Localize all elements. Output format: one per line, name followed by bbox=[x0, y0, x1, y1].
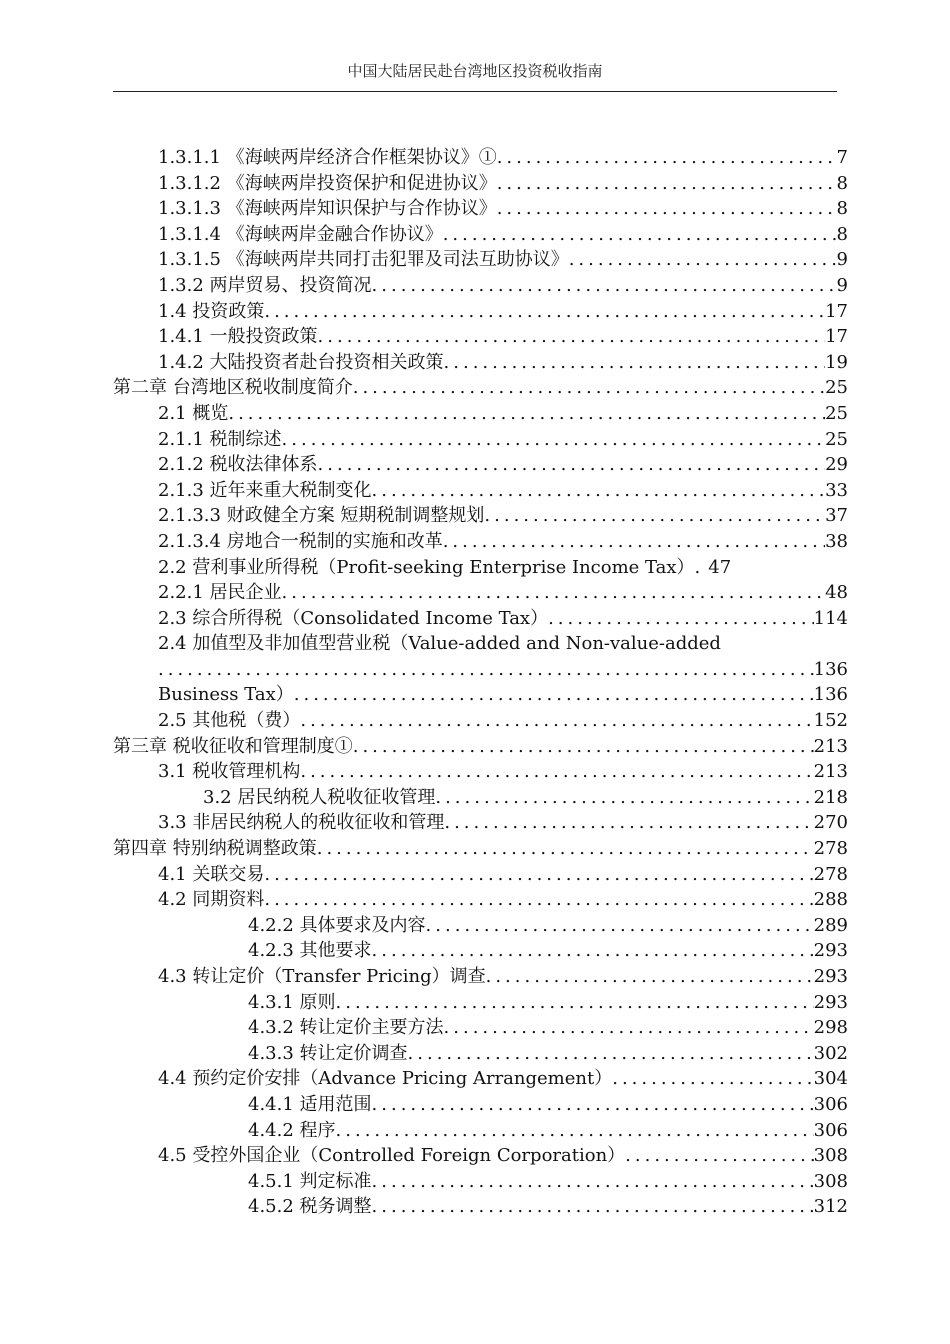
toc-entry-label: 4.3.2 转让定价主要方法 bbox=[248, 1017, 444, 1039]
toc-entry-page-number: 312 bbox=[813, 1196, 848, 1218]
toc-entry-label: 4.2.2 具体要求及内容 bbox=[248, 914, 426, 936]
toc-entry[interactable] bbox=[113, 887, 848, 913]
toc-entry-label: 1.4.2 大陆投资者赴台投资相关政策 bbox=[158, 351, 444, 373]
toc-entry[interactable] bbox=[113, 350, 848, 376]
toc-entry-label: 2.2 营利事业所得税（Profit-seeking Enterprise Income Tax）. bbox=[158, 556, 701, 578]
dot-leader bbox=[372, 1092, 814, 1118]
dot-leader bbox=[300, 759, 813, 785]
table-of-contents bbox=[113, 145, 848, 1220]
dot-leader bbox=[484, 503, 825, 529]
toc-entry-page-number: 17 bbox=[825, 326, 848, 348]
toc-entry-label: 2.2.1 居民企业 bbox=[158, 582, 282, 604]
toc-entry-label: 4.1 关联交易 bbox=[158, 863, 265, 885]
toc-entry-page-number: 136 bbox=[813, 684, 848, 706]
toc-entry-label: 4.5.1 判定标准 bbox=[248, 1170, 372, 1192]
toc-entry-page-number: 48 bbox=[825, 582, 848, 604]
toc-entry[interactable] bbox=[113, 427, 848, 453]
toc-entry[interactable] bbox=[113, 299, 848, 325]
toc-entry-page-number: 302 bbox=[813, 1042, 848, 1064]
toc-entry-page-number: 288 bbox=[813, 889, 848, 911]
dot-leader bbox=[408, 1041, 814, 1067]
toc-entry[interactable] bbox=[113, 375, 848, 401]
toc-entry-page-number: 278 bbox=[813, 838, 848, 860]
dot-leader bbox=[569, 247, 837, 273]
toc-entry-label: 4.3.3 转让定价调查 bbox=[248, 1042, 408, 1064]
dot-leader bbox=[444, 810, 813, 836]
toc-entry[interactable] bbox=[113, 810, 848, 836]
toc-entry-page-number: 8 bbox=[836, 198, 848, 220]
toc-entry[interactable] bbox=[113, 990, 848, 1016]
dot-leader bbox=[264, 887, 813, 913]
toc-entry[interactable] bbox=[113, 529, 848, 555]
dot-leader bbox=[486, 964, 814, 990]
dot-leader bbox=[372, 938, 814, 964]
toc-entry[interactable] bbox=[113, 734, 848, 760]
toc-entry-page-number: 293 bbox=[813, 940, 848, 962]
toc-entry[interactable] bbox=[113, 401, 848, 427]
dot-leader bbox=[282, 580, 826, 606]
toc-entry[interactable] bbox=[113, 1143, 848, 1169]
toc-entry-label: 第四章 特别纳税调整政策 bbox=[113, 838, 317, 860]
dot-leader bbox=[318, 324, 826, 350]
dot-leader bbox=[264, 299, 825, 325]
toc-entry-label: 2.1 概览 bbox=[158, 402, 229, 424]
toc-entry-label: 4.3.1 原则 bbox=[248, 991, 336, 1013]
toc-entry[interactable] bbox=[113, 682, 848, 708]
toc-entry-label: 4.5.2 税务调整 bbox=[248, 1196, 372, 1218]
toc-entry-label: 1.3.1.5 《海峡两岸共同打击犯罪及司法互助协议》 bbox=[158, 249, 569, 271]
toc-entry-page-number: 19 bbox=[825, 351, 848, 373]
toc-entry[interactable] bbox=[113, 1169, 848, 1195]
toc-entry-page-number: 9 bbox=[836, 274, 848, 296]
toc-entry-page-number: 306 bbox=[813, 1119, 848, 1141]
toc-entry-page-number: 218 bbox=[813, 786, 848, 808]
dot-leader bbox=[372, 1194, 814, 1220]
dot-leader bbox=[426, 913, 814, 939]
toc-entry-page-number: 278 bbox=[813, 863, 848, 885]
toc-entry-page-number: 37 bbox=[825, 505, 848, 527]
toc-entry[interactable] bbox=[113, 785, 848, 811]
toc-entry-page-number: 293 bbox=[813, 991, 848, 1013]
toc-entry-page-number: 25 bbox=[825, 402, 848, 424]
toc-entry-label: 4.2.3 其他要求 bbox=[248, 940, 372, 962]
dot-leader bbox=[353, 734, 814, 760]
toc-entry-label: 1.3.1.4 《海峡两岸金融合作协议》 bbox=[158, 223, 443, 245]
toc-entry[interactable] bbox=[113, 324, 848, 350]
toc-entry[interactable] bbox=[113, 247, 848, 273]
toc-entry-page-number: 8 bbox=[836, 223, 848, 245]
toc-entry[interactable] bbox=[113, 836, 848, 862]
toc-entry[interactable] bbox=[113, 759, 848, 785]
dot-leader bbox=[300, 708, 813, 734]
toc-entry-label: 2.3 综合所得税（Consolidated Income Tax） bbox=[158, 607, 549, 629]
toc-entry-label: 2.1.3.3 财政健全方案 短期税制调整规划 bbox=[158, 505, 485, 527]
toc-entry-label: 3.1 税收管理机构 bbox=[158, 761, 301, 783]
toc-entry-page-number: 213 bbox=[813, 735, 848, 757]
dot-leader bbox=[158, 657, 814, 683]
toc-entry[interactable] bbox=[113, 938, 848, 964]
toc-entry-page-number: 152 bbox=[813, 710, 848, 732]
toc-entry-page-number: 298 bbox=[813, 1017, 848, 1039]
toc-entry[interactable] bbox=[113, 478, 848, 504]
toc-entry[interactable] bbox=[113, 273, 848, 299]
toc-entry[interactable] bbox=[113, 222, 848, 248]
dot-leader bbox=[372, 478, 826, 504]
dot-leader bbox=[612, 1066, 813, 1092]
toc-entry-page-number: 47 bbox=[708, 556, 732, 578]
toc-entry[interactable] bbox=[113, 196, 848, 222]
toc-entry-label: 4.4.2 程序 bbox=[248, 1119, 336, 1141]
toc-entry-label: Business Tax） bbox=[158, 684, 294, 706]
toc-entry[interactable] bbox=[113, 503, 848, 529]
toc-entry-label: 1.3.1.1 《海峡两岸经济合作框架协议》① bbox=[158, 147, 497, 168]
toc-entry-page-number: 114 bbox=[813, 607, 848, 629]
dot-leader bbox=[294, 682, 814, 708]
dot-leader bbox=[443, 529, 825, 555]
dot-leader bbox=[372, 1169, 814, 1195]
toc-entry-label: 2.5 其他税（费） bbox=[158, 710, 301, 732]
dot-leader bbox=[317, 836, 814, 862]
toc-entry-page-number: 306 bbox=[813, 1093, 848, 1115]
toc-entry-page-number: 25 bbox=[825, 377, 848, 399]
toc-entry[interactable] bbox=[113, 1118, 848, 1144]
dot-leader bbox=[318, 452, 826, 478]
toc-entry-label: 1.3.1.2 《海峡两岸投资保护和促进协议》 bbox=[158, 172, 497, 194]
dot-leader bbox=[548, 606, 814, 632]
toc-entry[interactable] bbox=[113, 913, 848, 939]
toc-entry[interactable] bbox=[113, 631, 848, 657]
dot-leader bbox=[336, 990, 814, 1016]
toc-entry[interactable] bbox=[113, 1092, 848, 1118]
dot-leader bbox=[625, 1143, 813, 1169]
toc-entry-label: 3.3 非居民纳税人的税收征收和管理 bbox=[158, 812, 445, 834]
toc-entry-label: 1.4.1 一般投资政策 bbox=[158, 326, 318, 348]
toc-entry-label: 4.5 受控外国企业（Controlled Foreign Corporation） bbox=[158, 1145, 626, 1167]
toc-entry[interactable] bbox=[113, 1015, 848, 1041]
toc-entry-page-number: 304 bbox=[813, 1068, 848, 1090]
toc-entry-label: 3.2 居民纳税人税收征收管理 bbox=[203, 786, 436, 808]
dot-leader bbox=[372, 273, 837, 299]
toc-entry-page-number: 136 bbox=[813, 658, 848, 680]
header-divider bbox=[113, 91, 837, 92]
toc-entry-page-number: 289 bbox=[813, 914, 848, 936]
dot-leader bbox=[264, 862, 813, 888]
toc-entry[interactable] bbox=[113, 606, 848, 632]
toc-entry[interactable] bbox=[113, 580, 848, 606]
toc-entry-page-number: 17 bbox=[825, 300, 848, 322]
dot-leader bbox=[444, 1015, 814, 1041]
dot-leader bbox=[443, 222, 837, 248]
toc-entry-label: 2.1.2 税收法律体系 bbox=[158, 454, 318, 476]
dot-leader bbox=[497, 171, 837, 197]
toc-entry-page-number: 308 bbox=[813, 1145, 848, 1167]
toc-entry[interactable] bbox=[113, 452, 848, 478]
toc-entry[interactable] bbox=[113, 862, 848, 888]
dot-leader bbox=[497, 196, 837, 222]
dot-leader bbox=[336, 1118, 814, 1144]
toc-entry[interactable] bbox=[113, 145, 848, 171]
dot-leader bbox=[497, 145, 837, 171]
dot-leader bbox=[435, 785, 813, 811]
dot-leader bbox=[353, 375, 825, 401]
toc-entry[interactable] bbox=[113, 708, 848, 734]
toc-entry-label: 4.3 转让定价（Transfer Pricing）调查 bbox=[158, 966, 486, 987]
dot-leader bbox=[444, 350, 826, 376]
toc-entry-label: 2.1.3 近年来重大税制变化 bbox=[158, 479, 372, 501]
toc-entry-label: 第三章 税收征收和管理制度① bbox=[113, 735, 353, 757]
toc-entry-page-number: 270 bbox=[813, 812, 848, 834]
toc-entry-label: 1.3.2 两岸贸易、投资简况 bbox=[158, 274, 372, 296]
toc-entry[interactable] bbox=[113, 171, 848, 197]
toc-entry-label: 1.4 投资政策 bbox=[158, 300, 265, 322]
toc-entry-page-number: 7 bbox=[836, 147, 848, 168]
toc-entry-page-number: 213 bbox=[813, 761, 848, 783]
toc-entry[interactable] bbox=[113, 964, 848, 990]
toc-entry-label: 1.3.1.3 《海峡两岸知识保护与合作协议》 bbox=[158, 198, 497, 220]
toc-entry-page-number: 9 bbox=[836, 249, 848, 271]
toc-entry-page-number: 29 bbox=[825, 454, 848, 476]
toc-entry-page-number: 38 bbox=[825, 530, 848, 552]
page-header-title: 中国大陆居民赴台湾地区投资税收指南 bbox=[347, 62, 603, 80]
toc-entry-page-number: 308 bbox=[813, 1170, 848, 1192]
toc-entry[interactable] bbox=[113, 657, 848, 683]
toc-entry-label: 4.2 同期资料 bbox=[158, 889, 265, 911]
toc-entry[interactable] bbox=[113, 555, 848, 581]
dot-leader bbox=[282, 427, 826, 453]
toc-entry-page-number: 8 bbox=[836, 172, 848, 194]
toc-entry-label: 2.1.1 税制综述 bbox=[158, 428, 282, 450]
toc-entry-page-number: 25 bbox=[825, 428, 848, 450]
toc-entry-label: 第二章 台湾地区税收制度简介 bbox=[113, 377, 353, 399]
toc-entry-page-number: 33 bbox=[825, 479, 848, 501]
toc-entry-page-number: 293 bbox=[813, 966, 848, 987]
dot-leader bbox=[228, 401, 825, 427]
toc-entry-label: 4.4 预约定价安排（Advance Pricing Arrangement） bbox=[158, 1068, 613, 1090]
toc-entry-label: 4.4.1 适用范围 bbox=[248, 1093, 372, 1115]
toc-entry[interactable] bbox=[113, 1194, 848, 1220]
toc-entry-label: 2.4 加值型及非加值型营业税（Value-added and Non-value-added bbox=[158, 633, 721, 655]
toc-entry[interactable] bbox=[113, 1066, 848, 1092]
toc-entry-label: 2.1.3.4 房地合一税制的实施和改革 bbox=[158, 530, 443, 552]
toc-entry[interactable] bbox=[113, 1041, 848, 1067]
